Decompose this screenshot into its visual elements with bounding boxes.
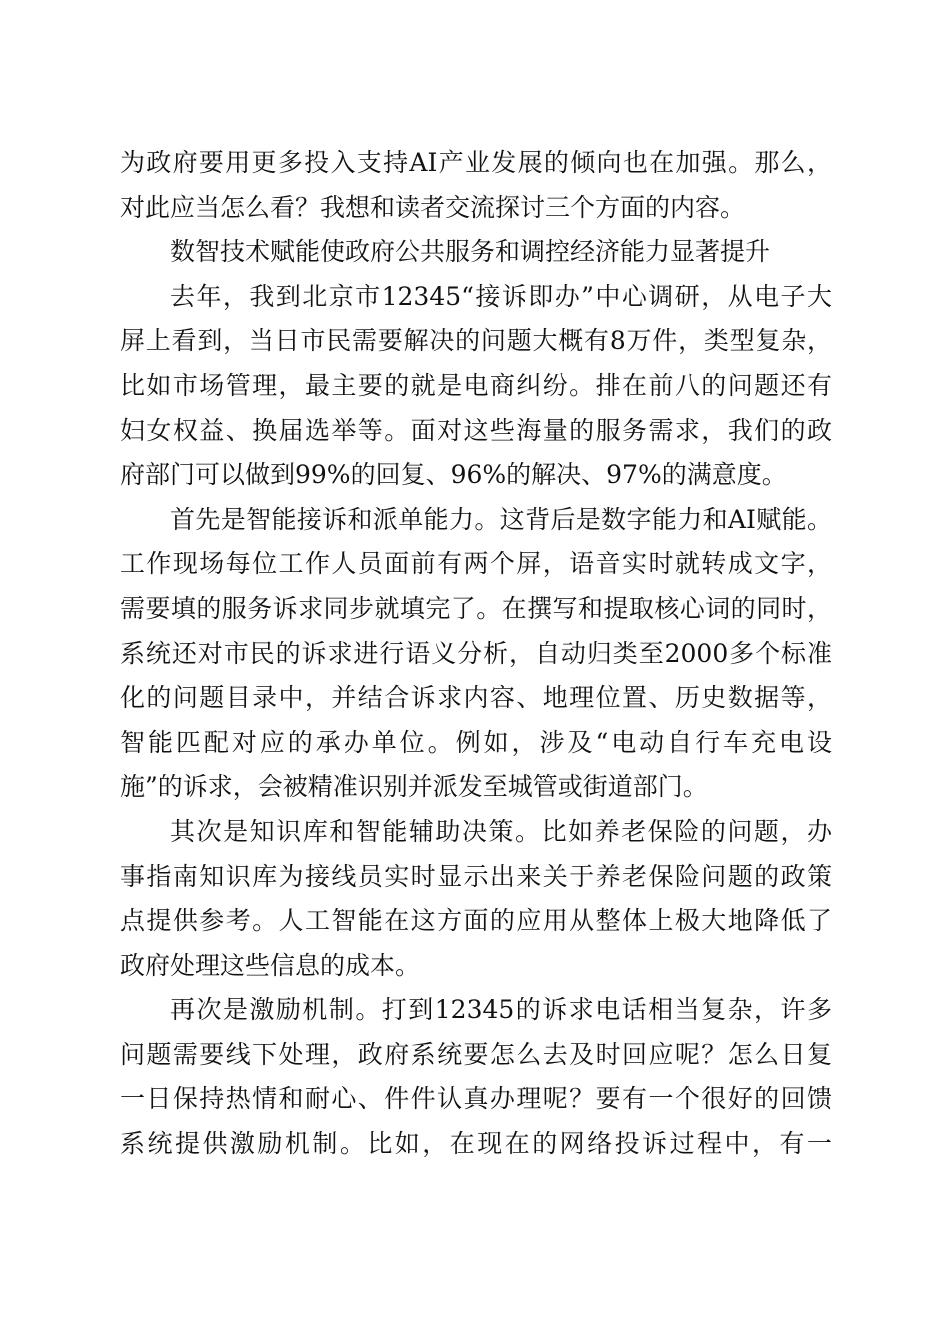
- text-line: 妇女权益、换届选举等。面对这些海量的服务需求，我们的政: [120, 415, 832, 445]
- text-line: 对此应当怎么看？我想和读者交流探讨三个方面的内容。: [120, 192, 746, 222]
- text-line: 为政府要用更多投入支持AI产业发展的倾向也在加强。那么，: [120, 148, 832, 177]
- text-line: 再次是激励机制。打到12345的诉求电话相当复杂，许多: [170, 995, 832, 1025]
- text-line: 事指南知识库为接线员实时显示出来关于养老保险问题的政策: [120, 861, 832, 891]
- text-line: 点提供参考。人工智能在这方面的应用从整体上极大地降低了: [120, 906, 832, 936]
- text-line: 系统还对市民的诉求进行语义分析，自动归类至2000多个标准: [120, 638, 832, 668]
- text-line: 政府处理这些信息的成本。: [120, 950, 421, 980]
- text-line: 需要填的服务诉求同步就填完了。在撰写和提取核心词的同时，: [120, 593, 832, 623]
- text-line: 首先是智能接诉和派单能力。这背后是数字能力和AI赋能。: [170, 504, 832, 534]
- text-line: 问题需要线下处理，政府系统要怎么去及时回应呢？怎么日复: [120, 1039, 832, 1069]
- text-line: 去年，我到北京市12345“接诉即办”中心调研，从电子大: [170, 281, 832, 311]
- text-line: 府部门可以做到99%的回复、96%的解决、97%的满意度。: [120, 460, 787, 490]
- text-line: 智能匹配对应的承办单位。例如，涉及“电动自行车充电设: [120, 727, 832, 757]
- section-heading: 数智技术赋能使政府公共服务和调控经济能力显著提升: [170, 237, 771, 267]
- text-line: 化的问题目录中，并结合诉求内容、地理位置、历史数据等，: [120, 683, 832, 713]
- text-line: 屏上看到，当日市民需要解决的问题大概有8万件，类型复杂，: [120, 326, 832, 356]
- document-body: [120, 141, 832, 1167]
- text-line: 施”的诉求，会被精准识别并派发至城管或街道部门。: [120, 772, 708, 802]
- text-line: 系统提供激励机制。比如，在现在的网络投诉过程中，有一: [120, 1129, 832, 1159]
- text-line: 一日保持热情和耐心、件件认真办理呢？要有一个很好的回馈: [120, 1084, 832, 1114]
- text-line: 比如市场管理，最主要的就是电商纠纷。排在前八的问题还有: [120, 370, 832, 400]
- text-line: 工作现场每位工作人员面前有两个屏，语音实时就转成文字，: [120, 549, 832, 579]
- text-line: 其次是知识库和智能辅助决策。比如养老保险的问题，办: [170, 816, 832, 846]
